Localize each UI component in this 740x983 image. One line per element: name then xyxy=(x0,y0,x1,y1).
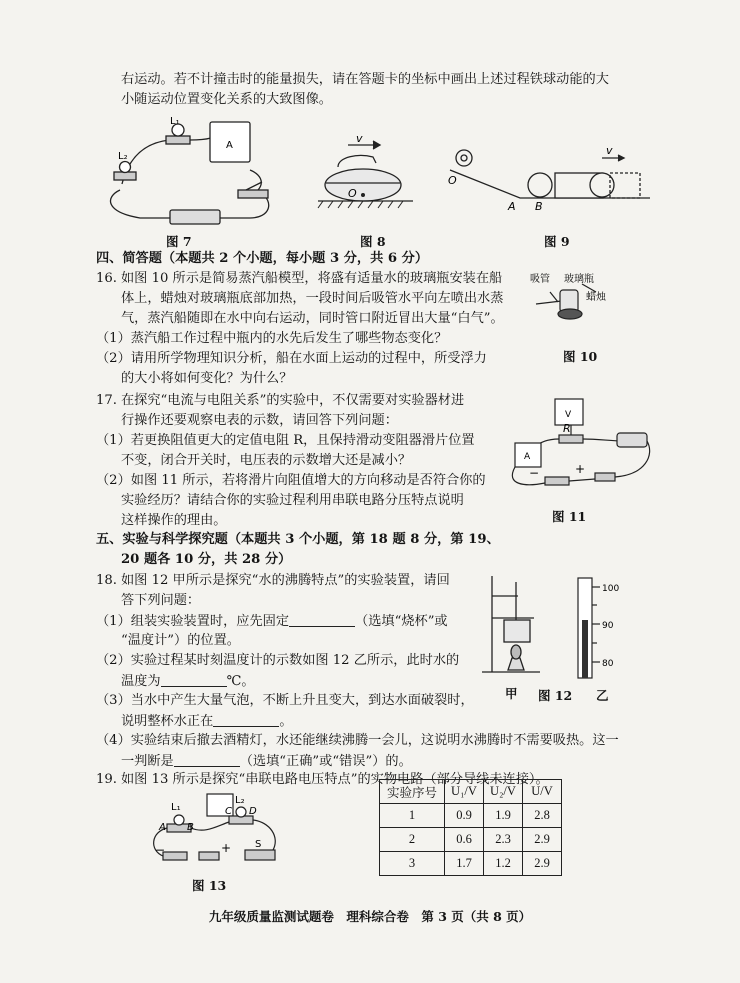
table-cell: 2.8 xyxy=(523,804,562,828)
section-5-title-2: 20 题各 10 分，共 28 分） xyxy=(121,552,292,567)
fig7-label-l2: L₂ xyxy=(118,151,128,162)
figure-12-thermometer xyxy=(570,572,630,682)
fig13-label-a: A xyxy=(159,822,166,833)
table-cell: 0.9 xyxy=(445,804,484,828)
fig11-minus: − xyxy=(529,466,540,480)
fig11-meter-2: A xyxy=(524,452,531,462)
fig12-scale-80: 80 xyxy=(602,659,614,669)
fig8-caption: 图 8 xyxy=(360,234,386,249)
q18-sub-3a: （3）当水中产生大量气泡，不断上升且变大，到达水面破裂时， xyxy=(96,693,474,708)
voltage-table xyxy=(379,779,562,876)
fig11-label-r: R xyxy=(563,422,571,435)
figure-12-apparatus xyxy=(478,572,548,680)
q16-sub-2b: 的大小将如何变化？为什么？ xyxy=(121,371,293,386)
q18-sub-4c: （选填“正确”或“错误”）的。 xyxy=(239,754,412,769)
q18-sub-4b: 一判断是 xyxy=(121,754,174,769)
fig9-label-v: v xyxy=(606,144,613,157)
table-cell: 1.9 xyxy=(484,804,523,828)
q18-sub-1a: （1）组装实验装置时，应先固定 xyxy=(96,614,290,629)
fig9-label-o: O xyxy=(448,174,457,187)
intro-line-2: 小随运动位置变化关系的大致图像。 xyxy=(121,92,332,107)
fig10-label-bottle: 玻璃瓶 xyxy=(564,274,594,285)
table-cell: 3 xyxy=(380,852,445,876)
q18-blank-2[interactable] xyxy=(161,672,227,687)
table-row xyxy=(380,828,562,852)
q18-sub-3 xyxy=(121,712,293,731)
fig13-label-l1: L₁ xyxy=(171,802,181,813)
fig11-meter-1: V xyxy=(565,410,572,420)
fig13-label-c: C xyxy=(225,806,232,817)
q16-line-1: 如图 10 所示是简易蒸汽船模型，将盛有适量水的玻璃瓶安装在船 xyxy=(121,271,503,286)
q18-sub-1c: “温度计”）的位置。 xyxy=(121,633,240,648)
section-5-title-1: 五、实验与科学探究题（本题共 3 个小题，第 18 题 8 分，第 19、 xyxy=(96,532,500,547)
q18-blank-3[interactable] xyxy=(213,712,279,727)
table-cell: 1 xyxy=(380,804,445,828)
q17-sub-2a: （2）如图 11 所示，若将滑片向阻值增大的方向移动是否符合你的 xyxy=(96,473,486,488)
fig13-minus: − xyxy=(155,843,166,857)
table-cell: 1.2 xyxy=(484,852,523,876)
q18-sub-3b: 说明整杯水正在 xyxy=(121,714,214,729)
fig12-label-jia: 甲 xyxy=(505,686,518,701)
fig10-label-tube: 吸管 xyxy=(530,274,550,285)
q19-line-1: 如图 13 所示是探究“串联电路电压特点”的实物电路（部分导线未连接）。 xyxy=(121,772,549,787)
page-footer: 九年级质量监测试题卷 理科综合卷 第 3 页（共 8 页） xyxy=(208,909,532,924)
fig7-label-l1: L₁ xyxy=(170,116,180,127)
q18-sub-1 xyxy=(96,612,448,631)
fig7-caption: 图 7 xyxy=(166,234,192,249)
q18-line-1: 如图 12 甲所示是探究“水的沸腾特点”的实验装置，请回 xyxy=(121,573,450,588)
q17-sub-1a: （1）若更换阻值更大的定值电阻 R，且保持滑动变阻器滑片位置 xyxy=(96,433,475,448)
q16-sub-2a: （2）请用所学物理知识分析，船在水面上运动的过程中，所受浮力 xyxy=(96,351,487,366)
fig11-caption: 图 11 xyxy=(552,509,587,524)
figure-9-ramp xyxy=(440,140,655,215)
figure-8-curling-stone xyxy=(318,132,413,215)
q16-number: 16. xyxy=(96,271,117,286)
q18-blank-4[interactable] xyxy=(174,752,240,767)
q17-sub-1b: 不变，闭合开关时，电压表的示数增大还是减小？ xyxy=(121,453,412,468)
fig13-plus: + xyxy=(221,841,232,855)
q18-sub-3c: 。 xyxy=(279,714,293,729)
fig11-plus: + xyxy=(575,462,586,476)
fig8-label-v: v xyxy=(356,132,363,145)
fig9-label-a: A xyxy=(508,200,516,213)
table-header: U₂/V xyxy=(484,780,523,804)
table-cell: 2.3 xyxy=(484,828,523,852)
fig13-label-b: B xyxy=(187,822,194,833)
fig13-label-d: D xyxy=(249,806,257,817)
figure-10-steam-boat xyxy=(530,270,640,330)
fig13-label-s: S xyxy=(255,839,262,850)
table-row xyxy=(380,852,562,876)
q17-sub-2b: 实验经历？请结合你的实验过程利用串联电路分压特点说明 xyxy=(121,493,464,508)
q17-sub-2c: 这样操作的理由。 xyxy=(121,513,227,528)
figure-13-circuit xyxy=(145,792,295,872)
q18-sub-2c: ℃。 xyxy=(226,674,255,689)
fig8-label-o: O xyxy=(348,187,357,200)
q18-sub-4 xyxy=(121,752,412,771)
figure-7-circuit xyxy=(100,112,290,227)
q16-sub-1: （1）蒸汽船工作过程中瓶内的水先后发生了哪些物态变化？ xyxy=(96,331,448,346)
q18-sub-4a: （4）实验结束后撤去酒精灯，水还能继续沸腾一会儿，这说明水沸腾时不需要吸热。这一 xyxy=(96,733,619,748)
q17-line-2: 行操作还要观察电表的示数，请回答下列问题： xyxy=(121,413,398,428)
q18-sub-2a: （2）实验过程某时刻温度计的示数如图 12 乙所示，此时水的 xyxy=(96,653,460,668)
table-cell: 2.9 xyxy=(523,828,562,852)
table-row xyxy=(380,804,562,828)
fig10-label-candle: 蜡烛 xyxy=(586,292,606,303)
fig10-caption: 图 10 xyxy=(563,349,598,364)
q19-number: 19. xyxy=(96,772,117,787)
q18-sub-2 xyxy=(121,672,255,691)
table-cell: 2.9 xyxy=(523,852,562,876)
q16-line-2: 体上，蜡烛对玻璃瓶底部加热，一段时间后吸管水平向左喷出水蒸 xyxy=(121,291,504,306)
fig7-meter-label: A xyxy=(226,140,233,151)
fig12-label-yi: 乙 xyxy=(596,688,609,703)
table-header: U₁/V xyxy=(445,780,484,804)
fig13-label-l2: L₂ xyxy=(235,795,245,806)
q16-line-3: 气，蒸汽船随即在水中向右运动，同时管口附近冒出大量“白气”。 xyxy=(121,311,504,326)
table-cell: 2 xyxy=(380,828,445,852)
fig9-caption: 图 9 xyxy=(544,234,570,249)
q18-number: 18. xyxy=(96,573,117,588)
fig12-caption: 图 12 xyxy=(538,688,573,703)
q17-line-1: 在探究“电流与电阻关系”的实验中，不仅需要对实验器材进 xyxy=(121,393,465,408)
q18-sub-2b: 温度为 xyxy=(121,674,161,689)
fig9-label-b: B xyxy=(535,200,543,213)
fig12-scale-100: 100 xyxy=(602,584,620,594)
table-cell: 1.7 xyxy=(445,852,484,876)
fig12-scale-90: 90 xyxy=(602,621,614,631)
q17-number: 17. xyxy=(96,393,117,408)
table-header: 实验序号 xyxy=(380,780,445,804)
table-cell: 0.6 xyxy=(445,828,484,852)
figure-11-circuit xyxy=(505,395,655,495)
section-4-title: 四、简答题（本题共 2 个小题，每小题 3 分，共 6 分） xyxy=(96,251,429,266)
q18-line-2: 答下列问题： xyxy=(121,593,201,608)
q18-sub-1b: （选填“烧杯”或 xyxy=(355,614,448,629)
table-header-row xyxy=(380,780,562,804)
q18-blank-1[interactable] xyxy=(289,612,355,627)
table-header: U/V xyxy=(523,780,562,804)
fig13-caption: 图 13 xyxy=(192,878,227,893)
intro-line-1: 右运动。若不计撞击时的能量损失，请在答题卡的坐标中画出上述过程铁球动能的大 xyxy=(121,72,609,87)
